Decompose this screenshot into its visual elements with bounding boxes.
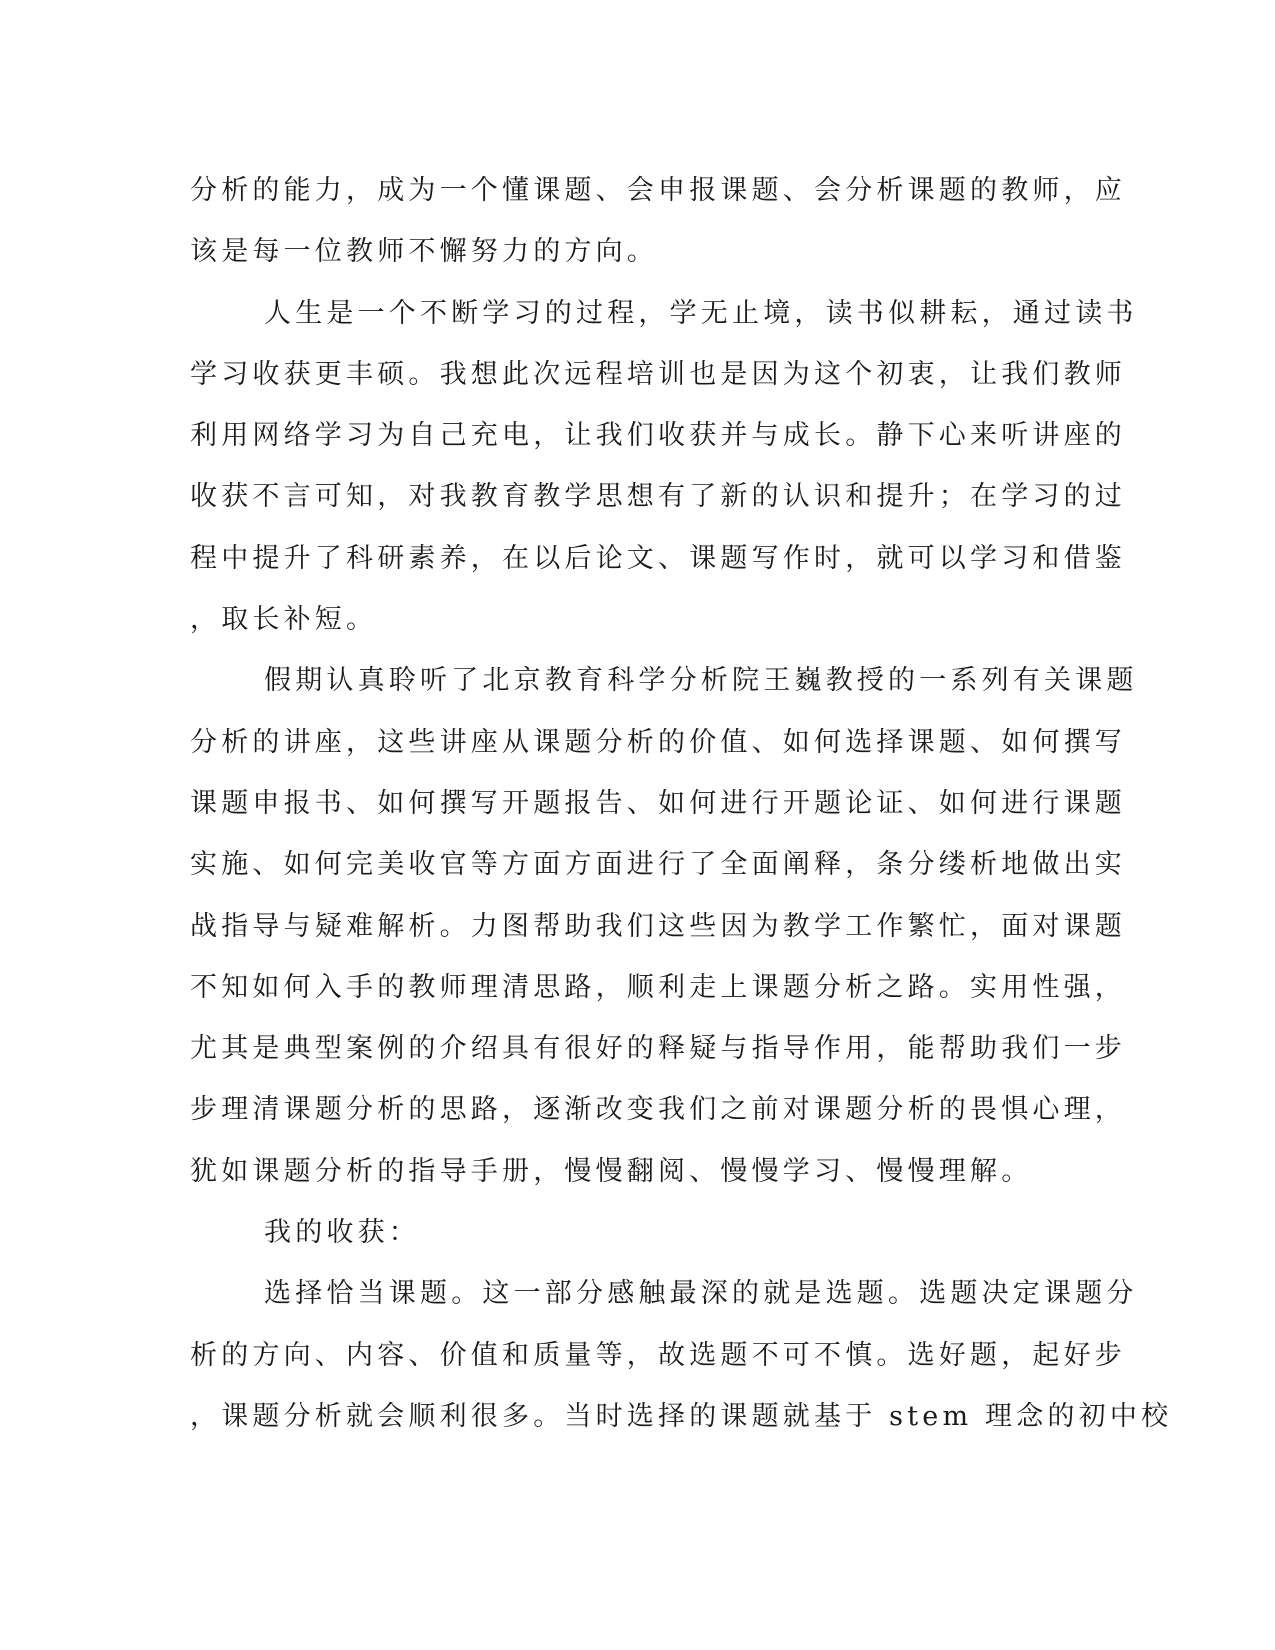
text-line: 该是每一位教师不懈努力的方向。: [190, 236, 658, 268]
text-line: 步理清课题分析的思路，逐渐改变我们之前对课题分析的畏惧心理，: [190, 1094, 1126, 1126]
text-line: 收获不言可知，对我教育教学思想有了新的认识和提升；在学习的过: [190, 481, 1126, 513]
text-line: 学习收获更丰硕。我想此次远程培训也是因为这个初衷，让我们教师: [190, 358, 1126, 390]
text-line: 假期认真聆听了北京教育科学分析院王巍教授的一系列有关课题: [264, 665, 1138, 697]
text-line: 不知如何入手的教师理清思路，顺利走上课题分析之路。实用性强，: [190, 971, 1126, 1003]
text-line: 分析的讲座，这些讲座从课题分析的价值、如何选择课题、如何撰写: [190, 726, 1126, 758]
text-line: 分析的能力，成为一个懂课题、会申报课题、会分析课题的教师，应: [190, 175, 1126, 206]
text-line: 选择恰当课题。这一部分感触最深的就是选题。选题决定课题分: [264, 1278, 1138, 1310]
section-heading: 我的收获：: [264, 1217, 420, 1249]
text-line: 析的方向、内容、价值和质量等，故选题不可不慎。选好题，起好步: [190, 1339, 1126, 1371]
text-line: 犹如课题分析的指导手册，慢慢翻阅、慢慢学习、慢慢理解。: [190, 1155, 1033, 1187]
text-line: ，课题分析就会顺利很多。当时选择的课题就基于 stem 理念的初中校: [190, 1400, 1173, 1432]
document-body: [190, 160, 1173, 1447]
text-line: ，取长补短。: [190, 604, 378, 636]
text-line: 尤其是典型案例的介绍具有很好的释疑与指导作用，能帮助我们一步: [190, 1033, 1126, 1065]
text-line: 人生是一个不断学习的过程，学无止境，读书似耕耘，通过读书: [264, 297, 1138, 329]
text-line: 实施、如何完美收官等方面方面进行了全面阐释，条分缕析地做出实: [190, 849, 1126, 881]
text-line: 战指导与疑难解析。力图帮助我们这些因为教学工作繁忙，面对课题: [190, 910, 1126, 942]
text-line: 利用网络学习为自己充电，让我们收获并与成长。静下心来听讲座的: [190, 420, 1126, 452]
text-line: 程中提升了科研素养，在以后论文、课题写作时，就可以学习和借鉴: [190, 542, 1126, 574]
text-line: 课题申报书、如何撰写开题报告、如何进行开题论证、如何进行课题: [190, 787, 1126, 819]
